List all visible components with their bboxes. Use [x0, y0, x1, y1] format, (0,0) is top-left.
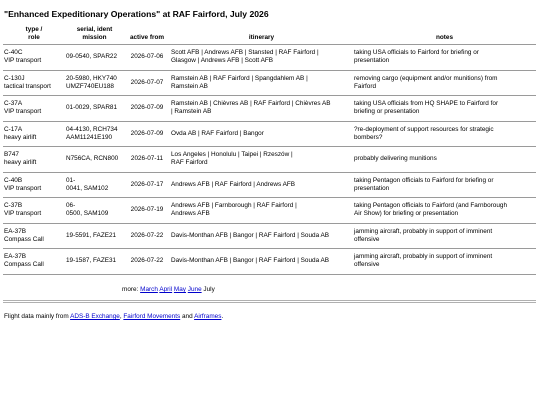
cell-type-role — [3, 45, 65, 71]
header-mission: mission — [82, 34, 107, 41]
table-row — [3, 249, 536, 275]
current-month: July — [203, 286, 215, 293]
cell-serial-mission-line1: 04-4130, RCH734 — [66, 125, 118, 133]
cell-active-from: 2026-07-19 — [124, 198, 170, 224]
cell-notes — [353, 70, 536, 96]
header-role: role — [28, 34, 40, 41]
cell-notes-line1: taking USA officials to Fairford for briefing or — [354, 49, 479, 57]
cell-notes-line2: presentation — [354, 184, 390, 192]
cell-type-role-line2: heavy airlift — [4, 159, 37, 167]
cell-itinerary-line2: Ramstein AB — [171, 82, 208, 90]
column-header-serial — [65, 26, 124, 45]
cell-itinerary-line1: Ramstein AB | RAF Fairford | Spangdahlem AB | — [171, 74, 308, 82]
cell-itinerary-line1: Los Angeles | Honolulu | Taipei | Rzeszów | — [171, 151, 293, 159]
footer-prefix: Flight data mainly from — [4, 313, 69, 320]
table-row — [3, 45, 536, 71]
cell-serial-mission-line2: 0500, SAM109 — [66, 210, 109, 218]
month-link-june[interactable]: June — [187, 286, 202, 293]
cell-notes — [353, 121, 536, 147]
table-row — [3, 147, 536, 173]
cell-itinerary — [170, 45, 353, 71]
cell-itinerary — [170, 96, 353, 122]
footer-comma: , — [119, 313, 122, 320]
cell-notes — [353, 45, 536, 71]
airframes-link[interactable]: Airframes — [194, 313, 222, 320]
cell-type-role — [3, 249, 65, 275]
table-header-row — [3, 26, 536, 45]
cell-serial-mission — [65, 147, 124, 173]
cell-itinerary — [170, 121, 353, 147]
cell-serial-mission-line1: 19-1587, FAZE31 — [66, 257, 117, 265]
cell-notes-line1: jamming aircraft, probably in support of imminent — [354, 227, 493, 235]
cell-serial-mission-line1: 01- — [66, 176, 76, 184]
cell-itinerary-line1: Ovda AB | RAF Fairford | Bangor — [171, 129, 264, 137]
cell-itinerary-line1: Ramstein AB | Chièvres AB | RAF Fairford | Chièvres AB — [171, 100, 331, 108]
header-type: type / — [25, 26, 43, 33]
cell-notes-line1: probably delivering munitions — [354, 155, 437, 163]
cell-notes-line1: removing cargo (equipment and/or munitions) from — [354, 74, 498, 82]
cell-type-role-line2: Compass Call — [4, 261, 44, 269]
cell-serial-mission-line1: 09-0540, SPAR22 — [66, 53, 118, 61]
cell-notes-line2: offensive — [354, 235, 380, 243]
cell-type-role-line1: C-37A — [4, 100, 23, 108]
cell-type-role-line2: tactical transport — [4, 82, 51, 90]
cell-notes — [353, 147, 536, 173]
table-row — [3, 223, 536, 249]
cell-serial-mission — [65, 96, 124, 122]
cell-notes — [353, 223, 536, 249]
cell-active-from: 2026-07-06 — [124, 45, 170, 71]
flights-table — [3, 26, 536, 275]
cell-notes-line1: taking USA officials from HQ SHAPE to Fairford for — [354, 100, 499, 108]
more-months — [122, 286, 215, 293]
cell-type-role — [3, 96, 65, 122]
table-row — [3, 198, 536, 224]
cell-itinerary-line2: | Ramstein AB — [171, 108, 212, 116]
cell-type-role — [3, 70, 65, 96]
cell-type-role — [3, 172, 65, 198]
cell-serial-mission — [65, 249, 124, 275]
cell-serial-mission — [65, 45, 124, 71]
cell-notes-line1: jamming aircraft, probably in support of imminent — [354, 253, 493, 261]
cell-serial-mission-line2: AAM11241E190 — [66, 133, 113, 141]
month-link-april[interactable]: April — [159, 286, 173, 293]
cell-notes-line2: offensive — [354, 261, 380, 269]
cell-type-role-line2: VIP transport — [4, 57, 42, 65]
cell-itinerary-line1: Davis-Monthan AFB | Bangor | RAF Fairford | Souda AB — [171, 257, 330, 265]
cell-notes — [353, 249, 536, 275]
cell-type-role-line1: EA-37B — [4, 227, 27, 235]
cell-type-role-line1: C-130J — [4, 74, 25, 82]
cell-type-role-line2: VIP transport — [4, 108, 42, 116]
cell-serial-mission-line1: N756CA, RCN800 — [66, 155, 119, 163]
cell-notes-line2: briefing or presentation — [354, 108, 420, 116]
more-label: more: — [122, 286, 139, 293]
cell-type-role-line2: heavy airlift — [4, 133, 37, 141]
cell-serial-mission — [65, 223, 124, 249]
month-link-may[interactable]: May — [173, 286, 186, 293]
column-header-type-role — [3, 26, 65, 45]
adsb-exchange-link[interactable]: ADS-B Exchange — [70, 313, 120, 320]
page-title: "Enhanced Expeditionary Operations" at RAF Fairford, July 2026 — [4, 9, 269, 19]
cell-notes — [353, 96, 536, 122]
cell-active-from: 2026-07-17 — [124, 172, 170, 198]
column-header-notes: notes — [435, 34, 454, 41]
cell-active-from: 2026-07-09 — [124, 96, 170, 122]
divider-bottom — [3, 302, 536, 303]
cell-serial-mission — [65, 70, 124, 96]
table-row — [3, 172, 536, 198]
cell-itinerary — [170, 249, 353, 275]
cell-itinerary — [170, 147, 353, 173]
cell-active-from: 2026-07-22 — [124, 223, 170, 249]
table-row — [3, 70, 536, 96]
fairford-movements-link[interactable]: Fairford Movements — [123, 313, 181, 320]
cell-type-role-line2: VIP transport — [4, 184, 42, 192]
cell-type-role-line1: C-40C — [4, 49, 23, 57]
cell-itinerary-line1: Scott AFB | Andrews AFB | Stansted | RAF Fairford | — [171, 49, 319, 57]
cell-serial-mission-line2: UMZF740EU188 — [66, 82, 114, 90]
cell-serial-mission-line2: 0041, SAM102 — [66, 184, 109, 192]
cell-itinerary — [170, 70, 353, 96]
cell-serial-mission-line1: 19-5591, FAZE21 — [66, 231, 117, 239]
cell-notes-line2: Fairford — [354, 82, 377, 90]
table-row — [3, 96, 536, 122]
cell-notes-line1: ?re-deployment of support resources for strategic — [354, 125, 494, 133]
cell-type-role-line1: C-17A — [4, 125, 23, 133]
cell-itinerary-line2: Glasgow | Andrews AFB | Scott AFB — [171, 57, 274, 65]
cell-notes-line2: presentation — [354, 57, 390, 65]
cell-itinerary-line1: Andrews AFB | RAF Fairford | Andrews AFB — [171, 180, 296, 188]
cell-notes-line1: taking Pentagon officials to Fairford (and Farnborough — [354, 202, 507, 210]
cell-serial-mission-line1: 01-0029, SPAR81 — [66, 104, 118, 112]
cell-notes-line2: Air Show) for briefing or presentation — [354, 210, 459, 218]
cell-serial-mission-line1: 20-5980, HKY740 — [66, 74, 117, 82]
cell-serial-mission-line1: 06- — [66, 202, 76, 210]
cell-itinerary — [170, 172, 353, 198]
cell-type-role — [3, 121, 65, 147]
cell-type-role-line2: VIP transport — [4, 210, 42, 218]
cell-type-role — [3, 198, 65, 224]
cell-itinerary — [170, 198, 353, 224]
header-serial: serial, ident — [76, 26, 113, 33]
cell-itinerary-line2: RAF Fairford — [171, 159, 208, 167]
cell-notes — [353, 172, 536, 198]
cell-active-from: 2026-07-11 — [124, 147, 170, 173]
column-header-itinerary: itinerary — [248, 34, 275, 41]
cell-itinerary-line1: Davis-Monthan AFB | Bangor | RAF Fairford | Souda AB — [171, 231, 330, 239]
cell-serial-mission — [65, 172, 124, 198]
footer-period: . — [221, 313, 224, 320]
column-header-active-from: active from — [129, 34, 165, 41]
cell-notes-line2: bombers? — [354, 133, 383, 141]
cell-notes — [353, 198, 536, 224]
cell-type-role-line1: B747 — [4, 151, 19, 159]
cell-itinerary-line1: Andrews AFB | Farnborough | RAF Fairford | — [171, 202, 297, 210]
cell-active-from: 2026-07-07 — [124, 70, 170, 96]
cell-active-from: 2026-07-22 — [124, 249, 170, 275]
cell-active-from: 2026-07-09 — [124, 121, 170, 147]
month-link-march[interactable]: March — [140, 286, 158, 293]
footer-and: and — [181, 313, 193, 320]
cell-type-role-line1: C-37B — [4, 202, 23, 210]
cell-type-role-line2: Compass Call — [4, 235, 44, 243]
cell-type-role — [3, 223, 65, 249]
cell-type-role-line1: C-40B — [4, 176, 23, 184]
table-row — [3, 121, 536, 147]
cell-notes-line1: taking Pentagon officials to Fairford for briefing or — [354, 176, 494, 184]
cell-type-role — [3, 147, 65, 173]
cell-type-role-line1: EA-37B — [4, 253, 27, 261]
cell-itinerary-line2: Andrews AFB — [171, 210, 210, 218]
cell-itinerary — [170, 223, 353, 249]
cell-serial-mission — [65, 198, 124, 224]
footer-credits — [4, 313, 223, 320]
divider-top — [3, 300, 536, 301]
cell-serial-mission — [65, 121, 124, 147]
